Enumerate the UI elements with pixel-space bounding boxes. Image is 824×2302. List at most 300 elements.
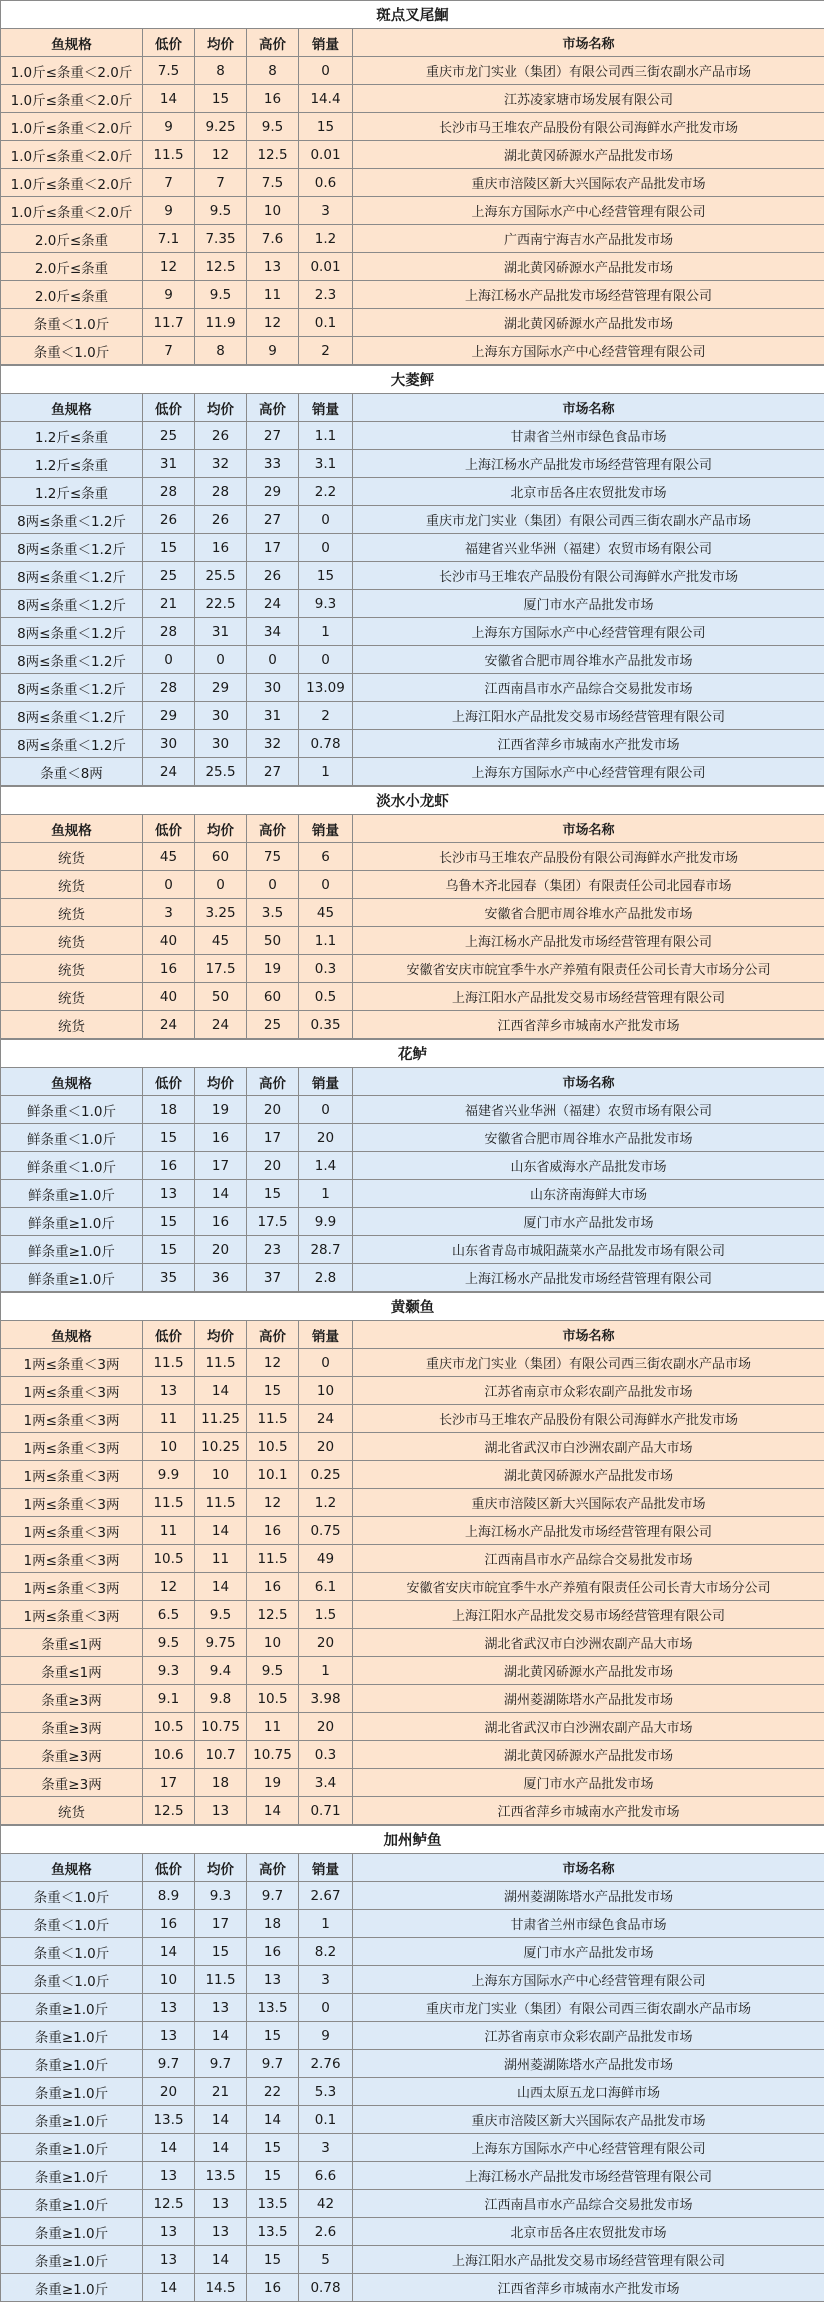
cell-volume: 2.3: [299, 281, 353, 309]
header-volume: 销量: [299, 815, 353, 843]
cell-volume: 1.2: [299, 225, 353, 253]
cell-spec: 条重≥1.0斤: [1, 2022, 143, 2050]
cell-market: 长沙市马王堆农产品股份有限公司海鲜水产批发市场: [353, 562, 824, 590]
cell-low: 14: [143, 1938, 195, 1966]
cell-market: 山东济南海鲜大市场: [353, 1180, 824, 1208]
table-row: [1, 1938, 824, 1966]
header-high: 高价: [247, 815, 299, 843]
header-row: [1, 29, 824, 57]
cell-avg: 15: [195, 1938, 247, 1966]
cell-volume: 24: [299, 1405, 353, 1433]
cell-market: 湖州菱湖陈塔水产品批发市场: [353, 1882, 824, 1910]
cell-market: 湖北省武汉市白沙洲农副产品大市场: [353, 1629, 824, 1657]
cell-avg: 11.9: [195, 309, 247, 337]
cell-spec: 2.0斤≤条重: [1, 281, 143, 309]
cell-spec: 8两≤条重＜1.2斤: [1, 646, 143, 674]
cell-avg: 14: [195, 1377, 247, 1405]
section-table: [0, 0, 824, 365]
section-table: [0, 1039, 824, 1292]
section-title: 黄颡鱼: [1, 1293, 824, 1321]
cell-avg: 11.5: [195, 1966, 247, 1994]
cell-volume: 9.9: [299, 1208, 353, 1236]
cell-spec: 统货: [1, 899, 143, 927]
table-row: [1, 2218, 824, 2246]
cell-spec: 1.0斤≤条重＜2.0斤: [1, 169, 143, 197]
cell-avg: 9.8: [195, 1685, 247, 1713]
cell-avg: 15: [195, 85, 247, 113]
cell-spec: 1.2斤≤条重: [1, 450, 143, 478]
cell-spec: 1.0斤≤条重＜2.0斤: [1, 85, 143, 113]
cell-high: 23: [247, 1236, 299, 1264]
cell-avg: 19: [195, 1096, 247, 1124]
cell-low: 6.5: [143, 1601, 195, 1629]
cell-high: 10: [247, 197, 299, 225]
section-title-row: [1, 1040, 824, 1068]
cell-market: 上海江杨水产品批发市场经营管理有限公司: [353, 2162, 824, 2190]
cell-avg: 7: [195, 169, 247, 197]
cell-market: 广西南宁海吉水产品批发市场: [353, 225, 824, 253]
cell-avg: 9.75: [195, 1629, 247, 1657]
cell-low: 9.3: [143, 1657, 195, 1685]
cell-low: 11.7: [143, 309, 195, 337]
cell-spec: 条重≥1.0斤: [1, 2078, 143, 2106]
cell-low: 13: [143, 1377, 195, 1405]
cell-low: 9: [143, 281, 195, 309]
cell-volume: 2: [299, 337, 353, 365]
table-row: [1, 1236, 824, 1264]
cell-avg: 14: [195, 1517, 247, 1545]
cell-high: 15: [247, 2162, 299, 2190]
cell-volume: 2.6: [299, 2218, 353, 2246]
cell-avg: 14: [195, 1573, 247, 1601]
table-row: [1, 590, 824, 618]
cell-high: 9.7: [247, 1882, 299, 1910]
cell-low: 13.5: [143, 2106, 195, 2134]
cell-volume: 1: [299, 618, 353, 646]
header-high: 高价: [247, 1068, 299, 1096]
cell-spec: 鲜条重≥1.0斤: [1, 1264, 143, 1292]
section-title: 大菱鲆: [1, 366, 824, 394]
cell-low: 11: [143, 1405, 195, 1433]
cell-high: 37: [247, 1264, 299, 1292]
cell-market: 福建省兴业华洲（福建）农贸市场有限公司: [353, 534, 824, 562]
cell-low: 21: [143, 590, 195, 618]
table-row: [1, 2106, 824, 2134]
cell-volume: 6.6: [299, 2162, 353, 2190]
cell-avg: 14: [195, 2106, 247, 2134]
table-row: [1, 1405, 824, 1433]
header-avg: 均价: [195, 1068, 247, 1096]
cell-low: 12: [143, 253, 195, 281]
cell-low: 9: [143, 197, 195, 225]
cell-avg: 12.5: [195, 253, 247, 281]
cell-volume: 0.3: [299, 955, 353, 983]
cell-spec: 条重＜1.0斤: [1, 1910, 143, 1938]
cell-spec: 2.0斤≤条重: [1, 253, 143, 281]
cell-high: 22: [247, 2078, 299, 2106]
table-row: [1, 2050, 824, 2078]
cell-spec: 1.2斤≤条重: [1, 478, 143, 506]
table-row: [1, 478, 824, 506]
cell-spec: 条重≥3两: [1, 1685, 143, 1713]
table-row: [1, 85, 824, 113]
cell-volume: 0.6: [299, 169, 353, 197]
cell-low: 13: [143, 1994, 195, 2022]
header-market: 市场名称: [353, 1854, 824, 1882]
table-row: [1, 843, 824, 871]
table-row: [1, 1096, 824, 1124]
cell-spec: 条重＜1.0斤: [1, 1938, 143, 1966]
cell-spec: 鲜条重≥1.0斤: [1, 1208, 143, 1236]
cell-high: 16: [247, 1517, 299, 1545]
cell-volume: 3: [299, 197, 353, 225]
cell-avg: 18: [195, 1769, 247, 1797]
table-row: [1, 2274, 824, 2302]
cell-spec: 统货: [1, 871, 143, 899]
cell-high: 10.1: [247, 1461, 299, 1489]
cell-low: 10: [143, 1966, 195, 1994]
cell-low: 25: [143, 422, 195, 450]
header-high: 高价: [247, 394, 299, 422]
header-row: [1, 1068, 824, 1096]
cell-high: 12.5: [247, 1601, 299, 1629]
cell-high: 19: [247, 955, 299, 983]
header-volume: 销量: [299, 1854, 353, 1882]
cell-avg: 12: [195, 141, 247, 169]
cell-high: 30: [247, 674, 299, 702]
cell-low: 7: [143, 337, 195, 365]
table-row: [1, 450, 824, 478]
cell-low: 16: [143, 955, 195, 983]
cell-volume: 42: [299, 2190, 353, 2218]
cell-avg: 13: [195, 2190, 247, 2218]
cell-high: 75: [247, 843, 299, 871]
cell-avg: 13.5: [195, 2162, 247, 2190]
cell-avg: 31: [195, 618, 247, 646]
cell-avg: 0: [195, 646, 247, 674]
table-row: [1, 1657, 824, 1685]
table-row: [1, 1573, 824, 1601]
cell-avg: 17.5: [195, 955, 247, 983]
cell-spec: 1.0斤≤条重＜2.0斤: [1, 197, 143, 225]
cell-spec: 条重＜8两: [1, 758, 143, 786]
table-row: [1, 225, 824, 253]
cell-spec: 条重＜1.0斤: [1, 309, 143, 337]
cell-volume: 0.01: [299, 141, 353, 169]
cell-market: 乌鲁木齐北园春（集团）有限责任公司北园春市场: [353, 871, 824, 899]
cell-low: 13: [143, 1180, 195, 1208]
cell-low: 9: [143, 113, 195, 141]
cell-volume: 2: [299, 702, 353, 730]
table-row: [1, 113, 824, 141]
cell-high: 27: [247, 506, 299, 534]
cell-high: 0: [247, 646, 299, 674]
cell-low: 40: [143, 983, 195, 1011]
header-low: 低价: [143, 1321, 195, 1349]
cell-low: 15: [143, 1236, 195, 1264]
section-title: 花鲈: [1, 1040, 824, 1068]
cell-volume: 20: [299, 1629, 353, 1657]
header-high: 高价: [247, 29, 299, 57]
cell-high: 9.5: [247, 113, 299, 141]
cell-low: 13: [143, 2246, 195, 2274]
cell-low: 24: [143, 1011, 195, 1039]
table-row: [1, 2022, 824, 2050]
cell-high: 7.5: [247, 169, 299, 197]
header-low: 低价: [143, 29, 195, 57]
cell-spec: 8两≤条重＜1.2斤: [1, 702, 143, 730]
cell-high: 27: [247, 422, 299, 450]
cell-volume: 15: [299, 562, 353, 590]
cell-avg: 45: [195, 927, 247, 955]
cell-low: 7: [143, 169, 195, 197]
cell-volume: 6.1: [299, 1573, 353, 1601]
table-row: [1, 1545, 824, 1573]
table-row: [1, 702, 824, 730]
cell-market: 福建省兴业华洲（福建）农贸市场有限公司: [353, 1096, 824, 1124]
cell-high: 29: [247, 478, 299, 506]
header-high: 高价: [247, 1854, 299, 1882]
cell-volume: 45: [299, 899, 353, 927]
cell-market: 湖北黄冈硚源水产品批发市场: [353, 141, 824, 169]
cell-market: 湖北黄冈硚源水产品批发市场: [353, 309, 824, 337]
cell-spec: 1.0斤≤条重＜2.0斤: [1, 141, 143, 169]
cell-volume: 0.35: [299, 1011, 353, 1039]
cell-spec: 1两≤条重＜3两: [1, 1461, 143, 1489]
cell-market: 北京市岳各庄农贸批发市场: [353, 478, 824, 506]
cell-low: 0: [143, 646, 195, 674]
cell-spec: 条重≥1.0斤: [1, 1994, 143, 2022]
cell-low: 45: [143, 843, 195, 871]
header-avg: 均价: [195, 1321, 247, 1349]
header-market: 市场名称: [353, 394, 824, 422]
cell-low: 15: [143, 534, 195, 562]
cell-market: 上海东方国际水产中心经营管理有限公司: [353, 758, 824, 786]
cell-market: 上海东方国际水产中心经营管理有限公司: [353, 2134, 824, 2162]
cell-spec: 条重≥3两: [1, 1741, 143, 1769]
cell-spec: 8两≤条重＜1.2斤: [1, 562, 143, 590]
cell-spec: 2.0斤≤条重: [1, 225, 143, 253]
cell-high: 18: [247, 1910, 299, 1938]
cell-volume: 20: [299, 1713, 353, 1741]
cell-low: 9.5: [143, 1629, 195, 1657]
cell-avg: 11.5: [195, 1349, 247, 1377]
cell-volume: 3.4: [299, 1769, 353, 1797]
table-row: [1, 1377, 824, 1405]
cell-spec: 统货: [1, 1797, 143, 1825]
section-table: [0, 1825, 824, 2302]
cell-spec: 鲜条重＜1.0斤: [1, 1124, 143, 1152]
cell-low: 29: [143, 702, 195, 730]
cell-volume: 1.1: [299, 927, 353, 955]
cell-low: 10.5: [143, 1713, 195, 1741]
cell-spec: 条重≥1.0斤: [1, 2246, 143, 2274]
cell-high: 26: [247, 562, 299, 590]
cell-high: 11.5: [247, 1545, 299, 1573]
cell-spec: 8两≤条重＜1.2斤: [1, 534, 143, 562]
cell-low: 8.9: [143, 1882, 195, 1910]
cell-market: 山东省威海水产品批发市场: [353, 1152, 824, 1180]
cell-high: 16: [247, 2274, 299, 2302]
cell-market: 江苏省南京市众彩农副产品批发市场: [353, 2022, 824, 2050]
table-row: [1, 1180, 824, 1208]
cell-spec: 鲜条重＜1.0斤: [1, 1096, 143, 1124]
cell-low: 11.5: [143, 1489, 195, 1517]
cell-market: 上海东方国际水产中心经营管理有限公司: [353, 197, 824, 225]
cell-high: 8: [247, 57, 299, 85]
cell-spec: 条重≥3两: [1, 1769, 143, 1797]
table-row: [1, 1124, 824, 1152]
cell-market: 安徽省合肥市周谷堆水产品批发市场: [353, 1124, 824, 1152]
cell-high: 20: [247, 1152, 299, 1180]
cell-market: 湖北黄冈硚源水产品批发市场: [353, 1657, 824, 1685]
cell-high: 11.5: [247, 1405, 299, 1433]
cell-spec: 1两≤条重＜3两: [1, 1349, 143, 1377]
cell-market: 上海江阳水产品批发交易市场经营管理有限公司: [353, 2246, 824, 2274]
cell-volume: 2.76: [299, 2050, 353, 2078]
cell-volume: 28.7: [299, 1236, 353, 1264]
cell-market: 重庆市龙门实业（集团）有限公司西三街农副水产品市场: [353, 57, 824, 85]
table-row: [1, 309, 824, 337]
cell-low: 16: [143, 1152, 195, 1180]
cell-volume: 49: [299, 1545, 353, 1573]
cell-high: 17: [247, 534, 299, 562]
cell-avg: 25.5: [195, 758, 247, 786]
cell-low: 10.5: [143, 1545, 195, 1573]
cell-high: 11: [247, 1713, 299, 1741]
cell-high: 15: [247, 2022, 299, 2050]
cell-spec: 条重≥1.0斤: [1, 2218, 143, 2246]
cell-market: 上海东方国际水产中心经营管理有限公司: [353, 337, 824, 365]
cell-spec: 8两≤条重＜1.2斤: [1, 590, 143, 618]
cell-low: 24: [143, 758, 195, 786]
cell-volume: 0.78: [299, 2274, 353, 2302]
cell-spec: 条重≥1.0斤: [1, 2274, 143, 2302]
cell-volume: 0: [299, 534, 353, 562]
cell-avg: 9.4: [195, 1657, 247, 1685]
cell-avg: 9.25: [195, 113, 247, 141]
cell-high: 13.5: [247, 1994, 299, 2022]
table-row: [1, 57, 824, 85]
cell-volume: 5: [299, 2246, 353, 2274]
cell-avg: 14: [195, 1180, 247, 1208]
table-row: [1, 197, 824, 225]
cell-low: 14: [143, 2134, 195, 2162]
cell-volume: 0: [299, 506, 353, 534]
header-market: 市场名称: [353, 1068, 824, 1096]
section-title: 加州鲈鱼: [1, 1826, 824, 1854]
cell-market: 上海江杨水产品批发市场经营管理有限公司: [353, 1517, 824, 1545]
cell-spec: 条重≤1两: [1, 1629, 143, 1657]
cell-volume: 20: [299, 1124, 353, 1152]
cell-avg: 14: [195, 2022, 247, 2050]
cell-market: 上海江阳水产品批发交易市场经营管理有限公司: [353, 702, 824, 730]
cell-spec: 8两≤条重＜1.2斤: [1, 730, 143, 758]
cell-low: 40: [143, 927, 195, 955]
cell-volume: 0.5: [299, 983, 353, 1011]
cell-avg: 10: [195, 1461, 247, 1489]
cell-low: 13: [143, 2022, 195, 2050]
cell-avg: 9.7: [195, 2050, 247, 2078]
cell-high: 13.5: [247, 2218, 299, 2246]
cell-high: 9.5: [247, 1657, 299, 1685]
table-row: [1, 562, 824, 590]
cell-avg: 8: [195, 57, 247, 85]
cell-market: 上海东方国际水产中心经营管理有限公司: [353, 618, 824, 646]
cell-spec: 条重≥1.0斤: [1, 2050, 143, 2078]
cell-volume: 9.3: [299, 590, 353, 618]
cell-volume: 3.98: [299, 1685, 353, 1713]
cell-high: 12: [247, 1349, 299, 1377]
section-title: 淡水小龙虾: [1, 787, 824, 815]
cell-volume: 15: [299, 113, 353, 141]
cell-spec: 1两≤条重＜3两: [1, 1377, 143, 1405]
table-row: [1, 1489, 824, 1517]
cell-volume: 0.1: [299, 2106, 353, 2134]
cell-market: 长沙市马王堆农产品股份有限公司海鲜水产批发市场: [353, 113, 824, 141]
header-row: [1, 1321, 824, 1349]
cell-market: 长沙市马王堆农产品股份有限公司海鲜水产批发市场: [353, 1405, 824, 1433]
cell-avg: 20: [195, 1236, 247, 1264]
cell-high: 14: [247, 2106, 299, 2134]
table-row: [1, 1152, 824, 1180]
cell-market: 上海江杨水产品批发市场经营管理有限公司: [353, 1264, 824, 1292]
table-row: [1, 1433, 824, 1461]
cell-volume: 0: [299, 646, 353, 674]
header-low: 低价: [143, 1068, 195, 1096]
cell-low: 11: [143, 1517, 195, 1545]
cell-spec: 鲜条重＜1.0斤: [1, 1152, 143, 1180]
table-row: [1, 2246, 824, 2274]
cell-spec: 1两≤条重＜3两: [1, 1601, 143, 1629]
cell-low: 7.1: [143, 225, 195, 253]
header-volume: 销量: [299, 1321, 353, 1349]
cell-avg: 60: [195, 843, 247, 871]
cell-low: 25: [143, 562, 195, 590]
cell-market: 厦门市水产品批发市场: [353, 1769, 824, 1797]
cell-spec: 统货: [1, 927, 143, 955]
cell-avg: 26: [195, 506, 247, 534]
cell-market: 重庆市涪陵区新大兴国际农产品批发市场: [353, 169, 824, 197]
cell-market: 甘肃省兰州市绿色食品市场: [353, 422, 824, 450]
cell-high: 17.5: [247, 1208, 299, 1236]
cell-volume: 1.2: [299, 1489, 353, 1517]
cell-avg: 9.3: [195, 1882, 247, 1910]
table-row: [1, 927, 824, 955]
cell-volume: 9: [299, 2022, 353, 2050]
cell-low: 16: [143, 1910, 195, 1938]
cell-low: 7.5: [143, 57, 195, 85]
cell-avg: 11.25: [195, 1405, 247, 1433]
cell-high: 0: [247, 871, 299, 899]
cell-high: 13.5: [247, 2190, 299, 2218]
cell-volume: 10: [299, 1377, 353, 1405]
table-row: [1, 2162, 824, 2190]
table-row: [1, 1769, 824, 1797]
cell-volume: 13.09: [299, 674, 353, 702]
table-row: [1, 674, 824, 702]
cell-avg: 14: [195, 2134, 247, 2162]
table-row: [1, 1741, 824, 1769]
cell-volume: 0: [299, 1096, 353, 1124]
cell-avg: 13: [195, 1797, 247, 1825]
cell-market: 安徽省安庆市皖宜季牛水产养殖有限责任公司长青大市场分公司: [353, 955, 824, 983]
cell-spec: 8两≤条重＜1.2斤: [1, 674, 143, 702]
cell-spec: 条重＜1.0斤: [1, 1966, 143, 1994]
table-row: [1, 422, 824, 450]
cell-avg: 29: [195, 674, 247, 702]
cell-high: 17: [247, 1124, 299, 1152]
